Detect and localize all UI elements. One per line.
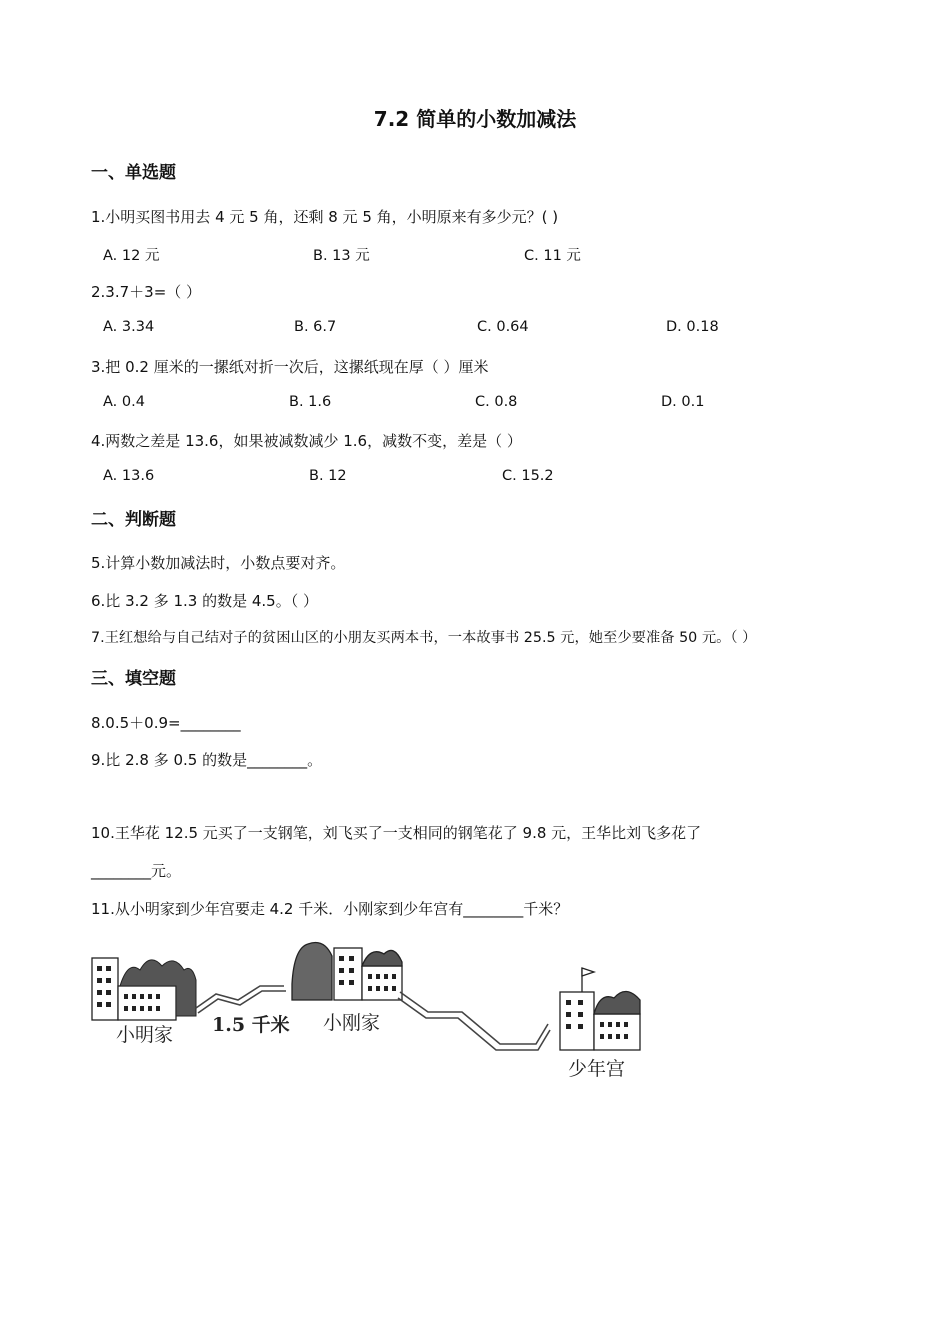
q2-option-c[interactable]: C. 0.64 <box>477 319 529 335</box>
youth-palace-building <box>560 968 640 1050</box>
distance-label: 1.5 千米 <box>212 1014 290 1036</box>
question-2: 2.3.7＋3=（ ） <box>91 283 202 301</box>
section-heading-single-choice: 一、单选题 <box>91 163 176 183</box>
xiaoming-home-building <box>92 958 196 1020</box>
q2-option-b[interactable]: B. 6.7 <box>294 319 337 335</box>
question-4: 4.两数之差是 13.6，如果被减数减少 1.6，减数不变，差是（ ） <box>91 432 522 450</box>
question-7: 7.王红想给与自己结对子的贫困山区的小朋友买两本书，一本故事书 25.5 元，她至少要准备 50 元。（ ） <box>91 630 757 646</box>
question-6: 6.比 3.2 多 1.3 的数是 4.5。（ ） <box>91 592 318 610</box>
q1-option-a[interactable]: A. 12 元 <box>103 248 160 264</box>
q4-option-c[interactable]: C. 15.2 <box>502 468 554 484</box>
question-11: 11.从小明家到少年宫要走 4.2 千米．小刚家到少年宫有________千米？ <box>91 900 569 918</box>
road-segment-2 <box>400 992 548 1044</box>
xiaogang-home-label: 小刚家 <box>323 1012 381 1034</box>
q2-option-a[interactable]: A. 3.34 <box>103 319 155 335</box>
question-8: 8.0.5＋0.9=________ <box>91 714 241 732</box>
page-title: 7.2 简单的小数加减法 <box>373 107 577 131</box>
q3-option-c[interactable]: C. 0.8 <box>475 394 518 410</box>
xiaogang-home-building <box>292 943 402 1001</box>
question-10-line-1: 10.王华花 12.5 元买了一支钢笔，刘飞买了一支相同的钢笔花了 9.8 元，王华比刘飞多花了 <box>91 824 702 842</box>
q3-option-b[interactable]: B. 1.6 <box>289 394 332 410</box>
question-1: 1.小明买图书用去 4 元 5 角，还剩 8 元 5 角，小明原来有多少元？( ) <box>91 208 559 226</box>
youth-palace-label: 少年宫 <box>568 1058 626 1080</box>
q2-option-d[interactable]: D. 0.18 <box>666 319 719 335</box>
question-5: 5.计算小数加减法时，小数点要对齐。 <box>91 554 346 572</box>
q4-option-a[interactable]: A. 13.6 <box>103 468 155 484</box>
xiaoming-home-label: 小明家 <box>116 1024 174 1046</box>
question-10-line-2: ________元。 <box>91 862 182 880</box>
q3-option-d[interactable]: D. 0.1 <box>661 394 705 410</box>
q4-option-b[interactable]: B. 12 <box>309 468 347 484</box>
question-9: 9.比 2.8 多 0.5 的数是________。 <box>91 751 323 769</box>
section-heading-fill-blank: 三、填空题 <box>91 669 176 689</box>
section-heading-true-false: 二、判断题 <box>91 510 176 530</box>
q3-option-a[interactable]: A. 0.4 <box>103 394 145 410</box>
q1-option-c[interactable]: C. 11 元 <box>524 248 581 264</box>
question-3: 3.把 0.2 厘米的一摞纸对折一次后，这摞纸现在厚（ ）厘米 <box>91 358 489 376</box>
q1-option-b[interactable]: B. 13 元 <box>313 248 370 264</box>
